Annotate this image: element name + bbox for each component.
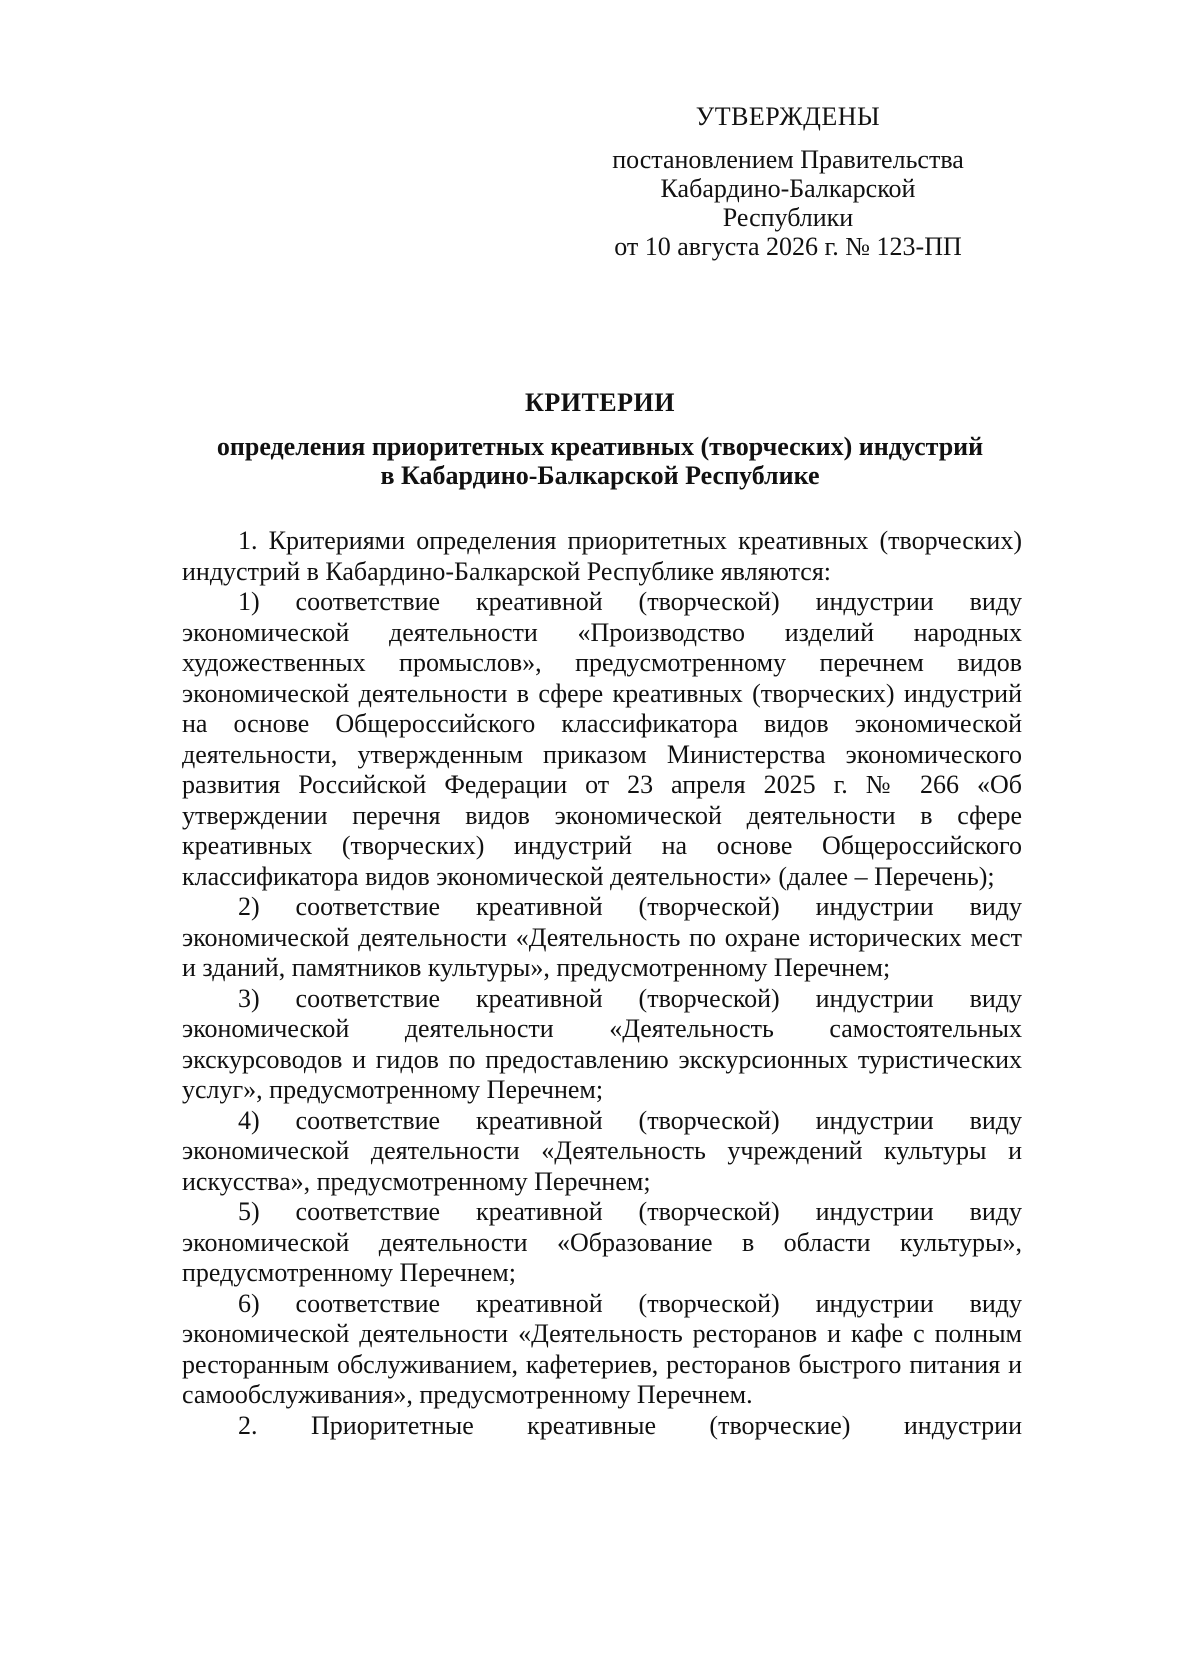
approval-title: УТВЕРЖДЕНЫ [695,102,881,131]
paragraph-intro: 1. Критериями определения приоритетных креативных (творческих) индустрий в Кабардино-Балкарской Республике являются: [182,526,1022,586]
approval-line-1: постановлением Правительства [612,145,964,174]
paragraph-item-6: 6) соответствие креативной (творческой) индустрии виду экономической деятельности «Деятельность ресторанов и кафе с полным ресторанным обслуживанием, кафетериев, ресторанов быстрого питания и самообслуживания», предусмотренному Перечнем. [182,1288,1022,1409]
document-subtitle-line-1: определения приоритетных креативных (творческих) индустрий [216,432,984,461]
document-title: КРИТЕРИИ [525,388,675,417]
document-heading [180,388,1020,490]
document-subtitle-line-2: в Кабардино-Балкарской Республике [380,461,820,490]
paragraph-item-1: 1) соответствие креативной (творческой) индустрии виду экономической деятельности «Производство изделий народных художественных промыслов», предусмотренному перечнем видов экономической деятельности в сфере креативных (творческих) индустрий на основе Общероссийского классификатора видов экономической деятельности, утвержденным приказом Министерства экономического развития Российской Федерации от 23 апреля 2025 г. № 266 «Об утверждении перечня видов экономической деятельности в сфере креативных (творческих) индустрий на основе Общероссийского классификатора видов экономической деятельности» (далее – Перечень); [182,587,1022,891]
paragraph-item-3: 3) соответствие креативной (творческой) индустрии виду экономической деятельности «Деятельность самостоятельных экскурсоводов и гидов по предоставлению экскурсионных туристических услуг», предусмотренному Перечнем; [182,983,1022,1104]
approval-block [598,102,978,261]
document-body [182,526,1022,1441]
approval-line-3: от 10 августа 2026 г. № 123-ПП [614,232,962,261]
paragraph-item-2: 2) соответствие креативной (творческой) индустрии виду экономической деятельности «Деятельность по охране исторических мест и зданий, памятников культуры», предусмотренному Перечнем; [182,892,1022,982]
paragraph-item-5: 5) соответствие креативной (творческой) индустрии виду экономической деятельности «Образование в области культуры», предусмотренному Перечнем; [182,1197,1022,1287]
paragraph-section-2: 2. Приоритетные креативные (творческие) индустрии [238,1410,1022,1440]
paragraph-item-4: 4) соответствие креативной (творческой) индустрии виду экономической деятельности «Деятельность учреждений культуры и искусства», предусмотренному Перечнем; [182,1105,1022,1196]
approval-line-2: Кабардино-Балкарской Республики [660,174,916,232]
